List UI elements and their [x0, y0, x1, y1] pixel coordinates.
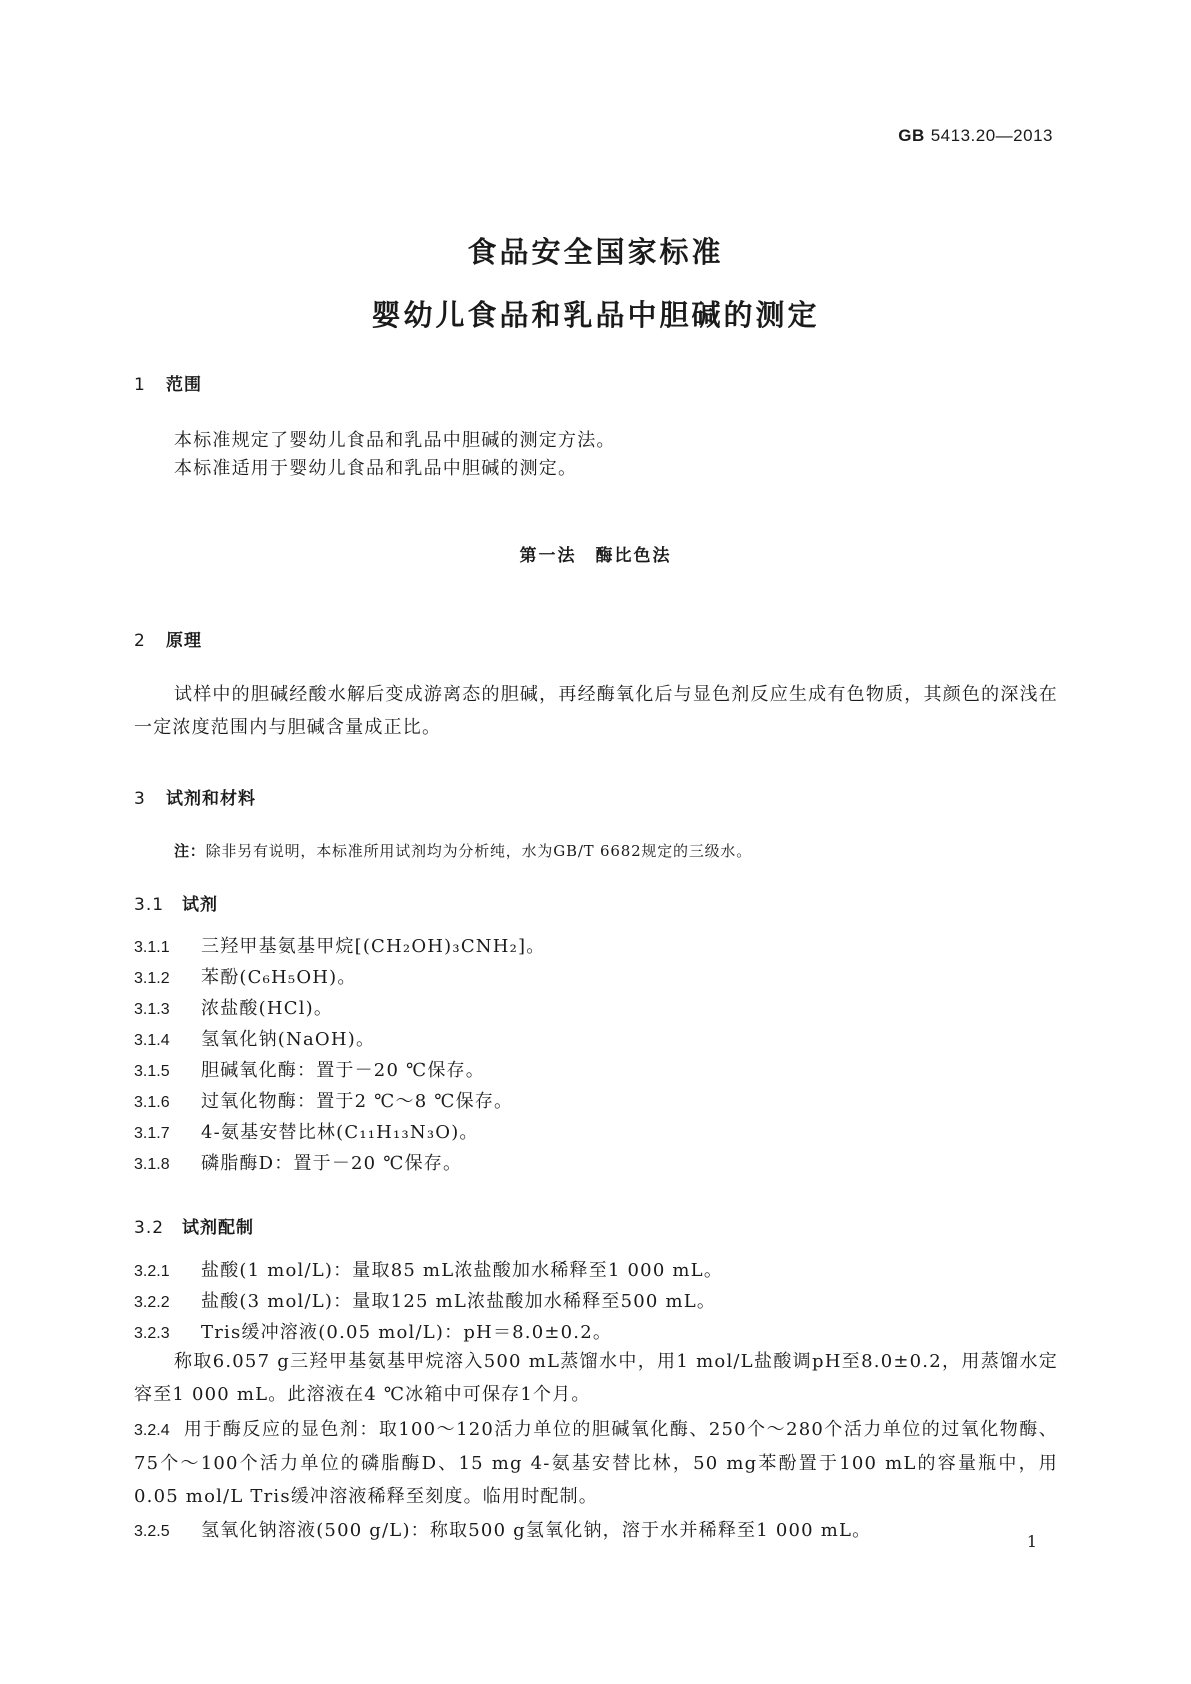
- page-number: 1: [1026, 1532, 1037, 1551]
- item-code: 3.1.5: [134, 1063, 170, 1080]
- list-item: [134, 1286, 1058, 1317]
- list-item: [134, 962, 1058, 993]
- section-1-heading: [134, 370, 202, 395]
- list-item: [134, 1515, 1058, 1546]
- item-text: 盐酸(3 mol/L)：量取125 mL浓盐酸加水稀释至500 mL。: [201, 1291, 717, 1312]
- list-item: [134, 1086, 1058, 1117]
- section-title: 试剂配制: [182, 1218, 254, 1238]
- list-item: [134, 1255, 1058, 1286]
- section-1-paragraph-1: 本标准规定了婴幼儿食品和乳品中胆碱的测定方法。: [174, 430, 616, 451]
- section-3-1-heading: [134, 890, 218, 915]
- section-number: 3: [134, 789, 146, 809]
- section-number: 3.2: [134, 1218, 165, 1238]
- reagent-list: [134, 931, 1058, 1179]
- standard-code: [898, 126, 1053, 146]
- item-text: 4-氨基安替比林(C₁₁H₁₃N₃O)。: [201, 1122, 479, 1143]
- section-number: 2: [134, 631, 146, 651]
- section-3-note: [174, 840, 752, 861]
- list-item: [134, 931, 1058, 962]
- section-title: 试剂: [182, 895, 218, 915]
- section-title: 试剂和材料: [166, 789, 256, 809]
- item-code: 3.2.1: [134, 1263, 170, 1280]
- main-title: 食品安全国家标准: [467, 235, 724, 269]
- item-code: 3.1.8: [134, 1156, 170, 1173]
- item-text: 氢氧化钠溶液(500 g/L)：称取500 g氢氧化钠，溶于水并稀释至1 000 mL。: [201, 1520, 872, 1541]
- item-text: 盐酸(1 mol/L)：量取85 mL浓盐酸加水稀释至1 000 mL。: [201, 1260, 724, 1281]
- note-text: 除非另有说明，本标准所用试剂均为分析纯，水为GB/T 6682规定的三级水。: [205, 842, 753, 860]
- section-3-heading: [134, 784, 256, 809]
- item-3-2-5-wrapper: [134, 1515, 1058, 1546]
- section-title: 范围: [166, 375, 202, 395]
- item-text: 用于酶反应的显色剂：取100～120活力单位的胆碱氧化酶、250个～280个活力单位的过氧化物酶、75个～100个活力单位的磷脂酶D、15 mg 4-氨基安替比林，50 mg苯酚置于100 mL的容量瓶中，用0.05 mol/L Tris缓冲溶液稀释至刻度。临用时配制。: [134, 1419, 1058, 1507]
- item-text: 三羟甲基氨基甲烷[(CH₂OH)₃CNH₂]。: [201, 936, 546, 957]
- list-item: [134, 993, 1058, 1024]
- section-2-paragraph: 试样中的胆碱经酸水解后变成游离态的胆碱，再经酶氧化后与显色剂反应生成有色物质，其颜色的深浅在一定浓度范围内与胆碱含量成正比。: [134, 684, 1058, 738]
- item-code: 3.1.2: [134, 970, 170, 987]
- section-1-paragraph-2: 本标准适用于婴幼儿食品和乳品中胆碱的测定。: [174, 458, 578, 479]
- sub-title: 婴幼儿食品和乳品中胆碱的测定: [371, 298, 820, 332]
- note-label: 注：: [174, 842, 206, 860]
- item-code: 3.1.6: [134, 1094, 170, 1111]
- item-code: 3.1.4: [134, 1032, 170, 1049]
- list-item: [134, 1317, 1058, 1348]
- item-3-2-4: [134, 1413, 1058, 1513]
- item-text: 浓盐酸(HCl)。: [201, 998, 334, 1019]
- item-text: Tris缓冲溶液(0.05 mol/L)：pH＝8.0±0.2。: [201, 1322, 613, 1343]
- reagent-preparation-list: [134, 1255, 1058, 1348]
- section-number: 1: [134, 375, 146, 395]
- item-code: 3.2.2: [134, 1294, 170, 1311]
- section-3-2-heading: [134, 1213, 254, 1238]
- item-text: 磷脂酶D：置于－20 ℃保存。: [201, 1153, 463, 1174]
- section-2-heading: [134, 626, 202, 651]
- item-code: 3.1.7: [134, 1125, 170, 1142]
- item-code: 3.2.3: [134, 1325, 170, 1342]
- standard-number: 5413.20—2013: [930, 126, 1053, 145]
- section-number: 3.1: [134, 895, 165, 915]
- list-item: [134, 1024, 1058, 1055]
- item-text: 氢氧化钠(NaOH)。: [201, 1029, 376, 1050]
- item-3-2-3-detail: 称取6.057 g三羟甲基氨基甲烷溶入500 mL蒸馏水中，用1 mol/L盐酸调pH至8.0±0.2，用蒸馏水定容至1 000 mL。此溶液在4 ℃冰箱中可保存1个月。: [134, 1351, 1058, 1405]
- item-text: 胆碱氧化酶：置于－20 ℃保存。: [201, 1060, 485, 1081]
- section-title: 原理: [166, 631, 202, 651]
- list-item: [134, 1055, 1058, 1086]
- method-title: 第一法 酶比色法: [519, 546, 672, 566]
- standard-prefix: GB: [898, 126, 925, 145]
- list-item: [134, 1117, 1058, 1148]
- list-item: [134, 1148, 1058, 1179]
- item-code: 3.1.3: [134, 1001, 170, 1018]
- item-code: 3.1.1: [134, 939, 170, 956]
- item-code: 3.2.5: [134, 1523, 170, 1540]
- item-text: 过氧化物酶：置于2 ℃～8 ℃保存。: [201, 1091, 514, 1112]
- item-text: 苯酚(C₆H₅OH)。: [201, 967, 357, 988]
- item-code: 3.2.4: [134, 1422, 170, 1439]
